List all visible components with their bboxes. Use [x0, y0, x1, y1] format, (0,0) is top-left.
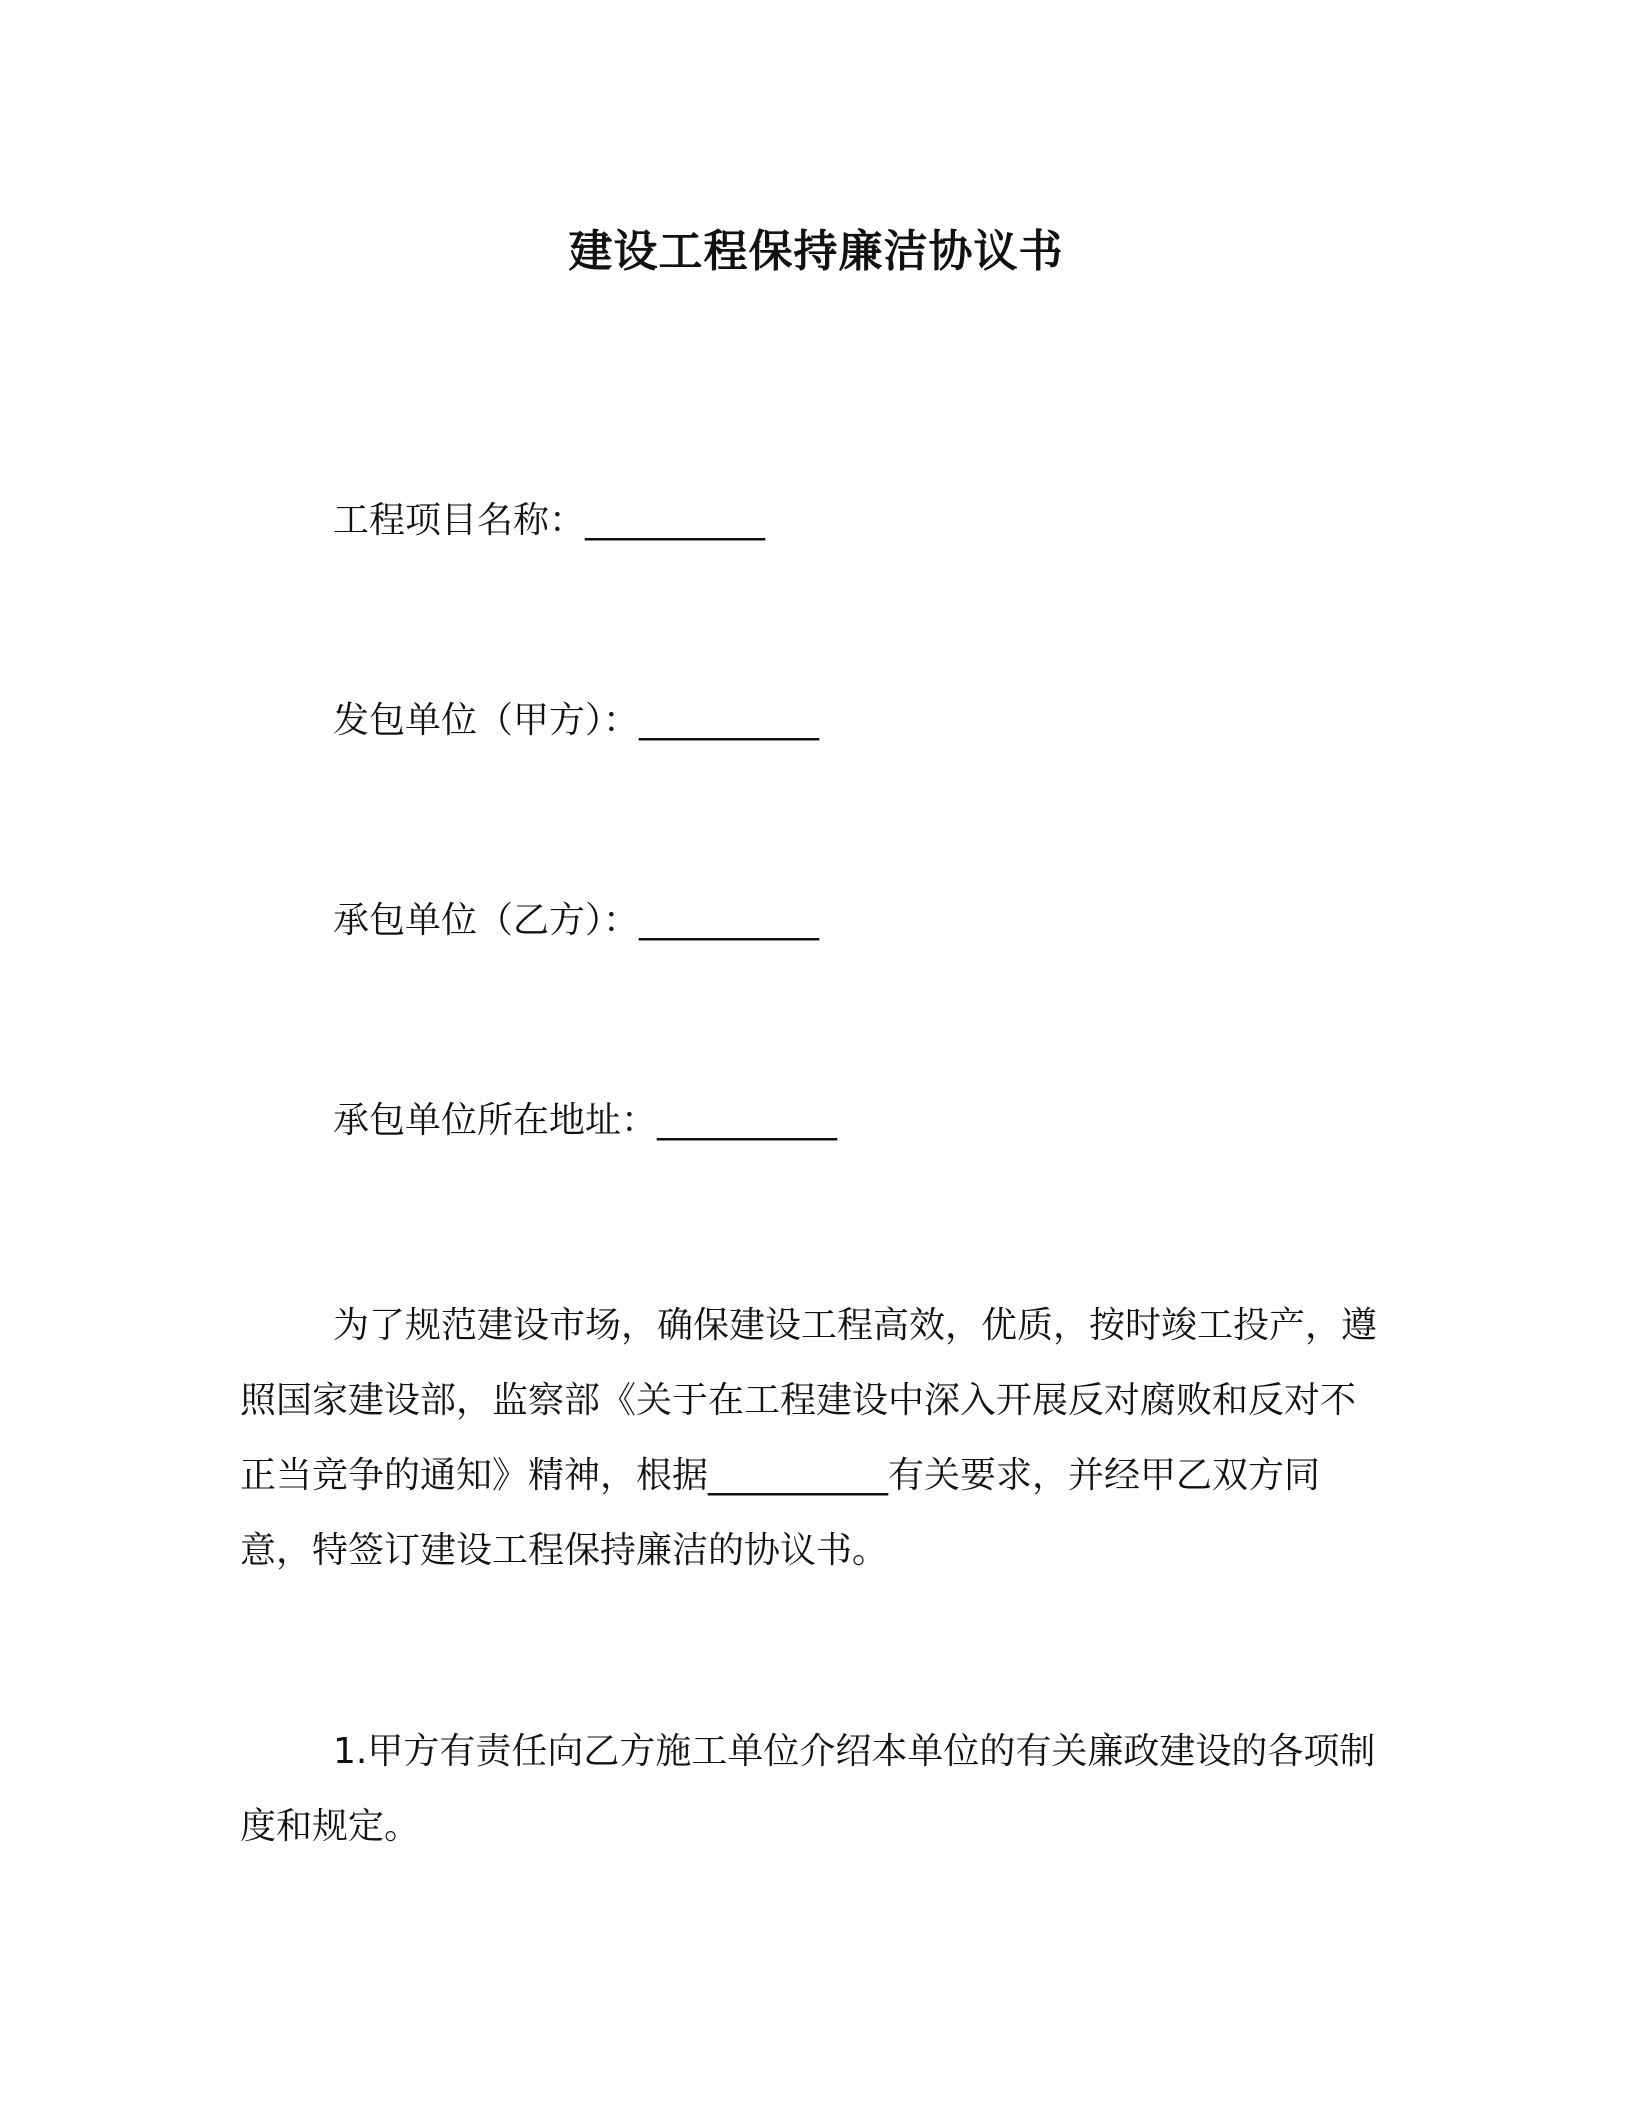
field-project-name: 工程项目名称：__________ — [333, 500, 766, 541]
field-employer: 发包单位（甲方）：__________ — [333, 700, 820, 741]
intro-paragraph: 为了规范建设市场，确保建设工程高效，优质，按时竣工投产，遵照国家建设部，监察部《关于在工程建设中深入开展反对腐败和反对不正当竞争的通知》精神，根据__________有关要求，并经甲乙双方同意，特签订建设工程保持廉洁的协议书。 — [240, 1305, 1378, 1571]
field-contractor: 承包单位（乙方）：__________ — [333, 900, 820, 941]
clause-1-paragraph: 1.甲方有责任向乙方施工单位介绍本单位的有关廉政建设的各项制度和规定。 — [240, 1731, 1376, 1847]
document-title: 建设工程保持廉洁协议书 — [568, 226, 1064, 277]
field-contractor-address: 承包单位所在地址：__________ — [333, 1100, 838, 1141]
